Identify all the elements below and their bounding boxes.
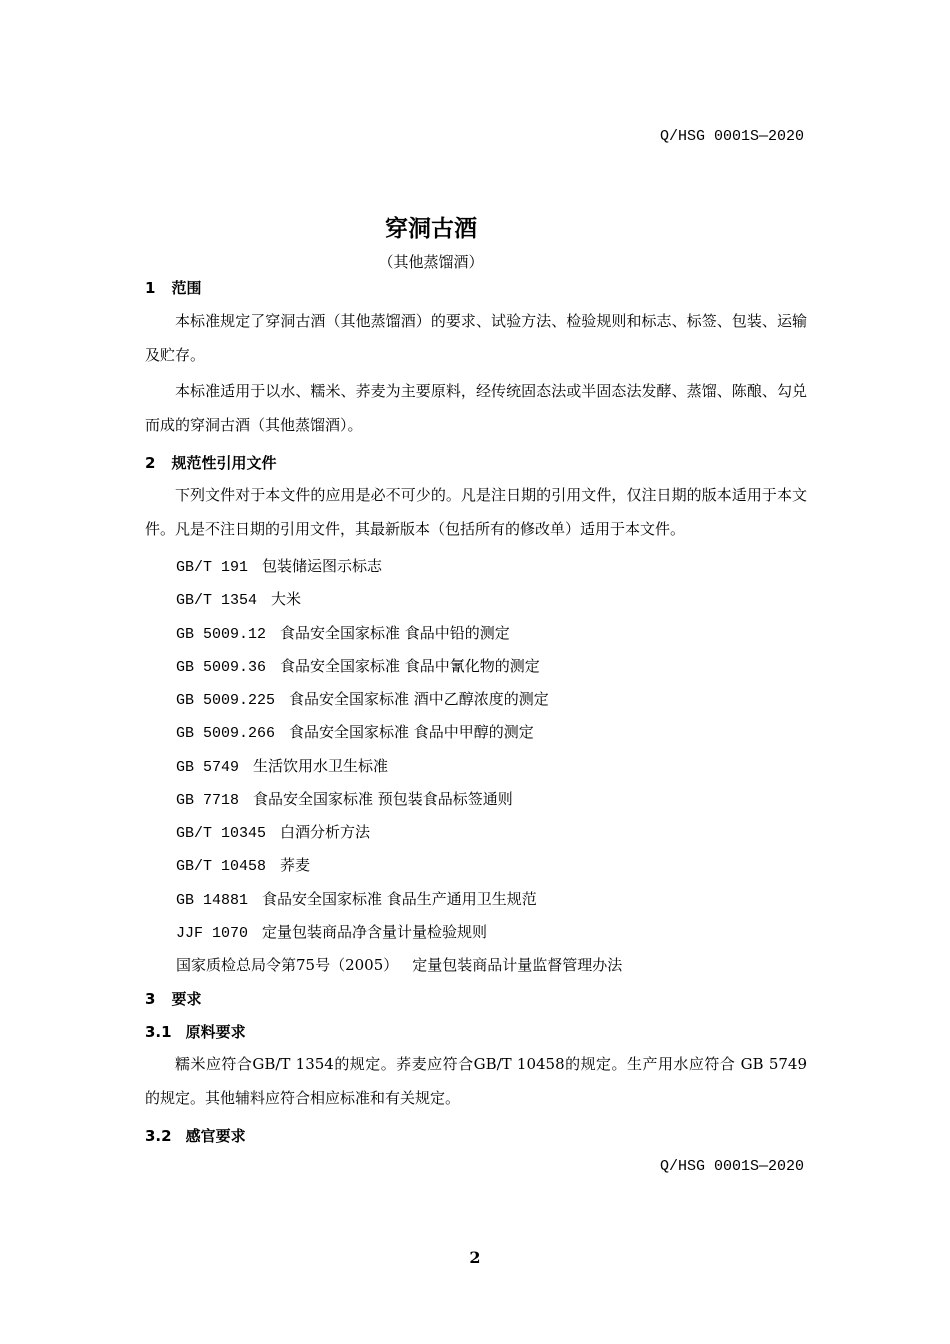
document-subtitle: （其他蒸馏酒） <box>378 253 484 271</box>
reference-title: 定量包装商品净含量计量检验规则 <box>262 923 488 941</box>
reference-title: 食品安全国家标准 食品中铅的测定 <box>280 624 510 642</box>
section-title: 原料要求 <box>185 1023 246 1041</box>
reference-code: GB 5749 <box>176 759 240 776</box>
section-number: 2 <box>145 454 156 472</box>
reference-item <box>176 555 382 576</box>
section-number: 3 <box>145 990 156 1008</box>
section-number: 3.2 <box>145 1127 172 1145</box>
reference-item <box>176 854 310 875</box>
reference-title: 白酒分析方法 <box>280 823 371 841</box>
reference-item <box>176 921 487 942</box>
reference-item <box>176 888 537 909</box>
reference-item <box>176 588 301 609</box>
reference-code: GB 7718 <box>176 792 240 809</box>
reference-code: GB/T 1354 <box>176 592 258 609</box>
section-number: 1 <box>145 279 156 297</box>
section-1-paragraph-2: 本标准适用于以水、糯米、荞麦为主要原料，经传统固态法或半固态法发酵、蒸馏、陈酿、勾兑而成的穿洞古酒（其他蒸馏酒）。 <box>145 382 807 434</box>
section-title: 范围 <box>171 279 202 297</box>
reference-code: GB/T 191 <box>176 559 249 576</box>
section-3-1-paragraph-1: 糯米应符合GB/T 1354的规定。荞麦应符合GB/T 10458的规定。生产用水应符合 GB 5749的规定。其他辅料应符合相应标准和有关规定。 <box>145 1055 807 1107</box>
reference-title: 食品安全国家标准 预包装食品标签通则 <box>253 790 513 808</box>
section-3-heading <box>145 988 201 1009</box>
reference-item <box>176 655 540 676</box>
section-3-1-heading <box>145 1021 246 1042</box>
reference-item <box>176 688 549 709</box>
reference-code: GB 5009.12 <box>176 626 267 643</box>
reference-title: 食品安全国家标准 食品中甲醇的测定 <box>289 723 534 741</box>
reference-title: 包装储运图示标志 <box>262 557 383 575</box>
reference-code: GB 5009.225 <box>176 692 276 709</box>
reference-item <box>176 954 622 975</box>
reference-code: GB 5009.36 <box>176 659 267 676</box>
reference-code: 国家质检总局令第75号（2005） <box>176 956 399 974</box>
reference-code: GB/T 10458 <box>176 858 267 875</box>
page-number: 2 <box>469 1248 481 1267</box>
section-1-paragraph-1: 本标准规定了穿洞古酒（其他蒸馏酒）的要求、试验方法、检验规则和标志、标签、包装、运输及贮存。 <box>145 312 807 364</box>
section-3-2-heading <box>145 1125 246 1146</box>
section-title: 感官要求 <box>185 1127 246 1145</box>
reference-item <box>176 755 388 776</box>
footer-standard-code: Q/HSG 0001S—2020 <box>659 1158 804 1175</box>
reference-item <box>176 788 513 809</box>
reference-code: GB/T 10345 <box>176 825 267 842</box>
reference-title: 荞麦 <box>280 856 311 874</box>
reference-title: 食品安全国家标准 食品生产通用卫生规范 <box>262 890 537 908</box>
reference-title: 食品安全国家标准 食品中氰化物的测定 <box>280 657 540 675</box>
section-2-heading <box>145 452 276 473</box>
reference-title: 生活饮用水卫生标准 <box>253 757 389 775</box>
section-number: 3.1 <box>145 1023 172 1041</box>
reference-code: GB 14881 <box>176 892 249 909</box>
section-1-heading <box>145 277 201 298</box>
reference-item <box>176 821 370 842</box>
reference-title: 定量包装商品计量监督管理办法 <box>412 956 623 974</box>
reference-code: GB 5009.266 <box>176 725 276 742</box>
document-title: 穿洞古酒 <box>385 216 477 242</box>
header-standard-code: Q/HSG 0001S—2020 <box>659 128 804 145</box>
section-title: 规范性引用文件 <box>171 454 277 472</box>
reference-item <box>176 721 534 742</box>
reference-title: 大米 <box>271 590 302 608</box>
reference-code: JJF 1070 <box>176 925 249 942</box>
reference-item <box>176 622 510 643</box>
section-2-paragraph-1: 下列文件对于本文件的应用是必不可少的。凡是注日期的引用文件，仅注日期的版本适用于本文件。凡是不注日期的引用文件，其最新版本（包括所有的修改单）适用于本文件。 <box>145 486 807 538</box>
reference-title: 食品安全国家标准 酒中乙醇浓度的测定 <box>289 690 549 708</box>
section-title: 要求 <box>171 990 202 1008</box>
